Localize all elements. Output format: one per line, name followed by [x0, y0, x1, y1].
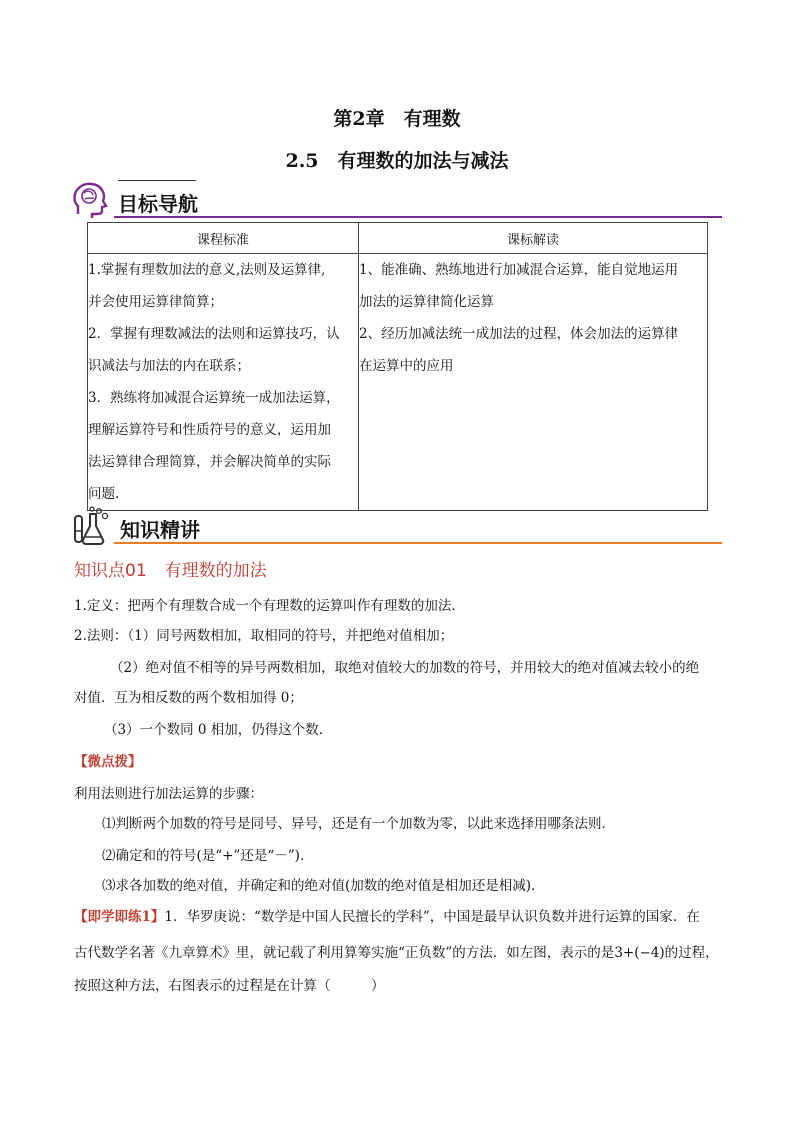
chapter-title: 第2章 有理数: [333, 108, 461, 130]
interpretation-line: 加法的运算律简化运算: [359, 294, 494, 310]
interpretation-line: 在运算中的应用: [359, 358, 454, 374]
practice-text-1: 1．华罗庚说：“数学是中国人民擅长的学科”，中国是最早认识负数并进行运算的国家．在: [164, 909, 700, 925]
goal-section-title: 目标导航: [118, 192, 198, 216]
practice-tag: 【即学即练1】: [74, 909, 165, 925]
standard-line: 识减法与加法的内在联系；: [88, 358, 250, 374]
standard-line: 法运算律合理简算，并会解决简单的实际: [88, 454, 331, 470]
rule-1-text: 2.法则：（1）同号两数相加，取相同的符号，并把绝对值相加；: [74, 628, 454, 644]
header-top-line: [118, 180, 196, 181]
table-header-interpretation: 课标解读: [359, 223, 708, 254]
standard-line: 问题.: [88, 486, 120, 502]
section-title: 2.5 有理数的加法与减法: [285, 150, 509, 172]
practice-text-2b: 的过程，: [664, 945, 719, 961]
tip-tag: 【微点拨】: [74, 754, 142, 770]
practice-line-3: 按照这种方法，右图表示的过程是在计算（ ）: [74, 978, 385, 994]
practice-text-2: 古代数学名著《九章算术》里，就记载了利用算筹实施“正负数”的方法．如左图，表示的是: [74, 945, 615, 961]
interpretation-line: 2、经历加减法统一成加法的过程，体会加法的运算律: [359, 326, 679, 342]
tip-intro: 利用法则进行加法运算的步骤：: [74, 786, 263, 802]
practice-expression: 3+(−4): [614, 945, 665, 961]
curriculum-table: [87, 222, 708, 511]
lab-flask-icon: [70, 506, 110, 546]
interpretation-cell: [359, 254, 708, 511]
knowledge-section-rule: [114, 542, 722, 544]
table-header-standard: 课程标准: [88, 223, 359, 254]
step-3-text: ⑶求各加数的绝对值，并确定和的绝对值(加数的绝对值是相加还是相减)．: [102, 878, 545, 894]
rule-3-text: （3）一个数同 0 相加，仍得这个数．: [104, 722, 333, 738]
practice-line-1: [74, 907, 724, 927]
step-1-text: ⑴判断两个加数的符号是同号、异号，还是有一个加数为零，以此来选择用哪条法则．: [102, 816, 615, 832]
knowledge-point-name: 有理数的加法: [164, 561, 267, 581]
standard-line: 3．熟练将加减混合运算统一成加法运算，: [88, 390, 340, 406]
goal-section-rule: [114, 216, 722, 218]
step-2-text: ⑵确定和的符号(是“+”还是“－”)．: [102, 848, 314, 864]
practice-line-2: [74, 943, 724, 963]
definition-text: 1.定义：把两个有理数合成一个有理数的运算叫作有理数的加法．: [74, 598, 465, 614]
knowledge-section-header: [70, 506, 722, 546]
standard-cell: [88, 254, 359, 511]
knowledge-point-title: [74, 556, 267, 581]
knowledge-point-number: 知识点01: [74, 561, 147, 581]
head-brain-icon: [70, 180, 110, 220]
standard-line: 2．掌握有理数减法的法则和运算技巧，认: [88, 326, 340, 342]
standard-line: 理解运算符号和性质符号的意义，运用加: [88, 422, 331, 438]
standard-line: 1.掌握有理数加法的意义,法则及运算律,: [88, 262, 326, 278]
rule-2-text: （2）绝对值不相等的异号两数相加，取绝对值较大的加数的符号，并用较大的绝对值减去较小的绝: [110, 660, 700, 676]
knowledge-section-title: 知识精讲: [120, 518, 200, 542]
rule-2-continued: 对值．互为相反数的两个数相加得 0；: [74, 690, 303, 706]
interpretation-line: 1、能准确、熟练地进行加减混合运算，能自觉地运用: [359, 262, 679, 278]
goal-section-header: [70, 180, 722, 220]
standard-line: 并会使用运算律简算；: [88, 294, 223, 310]
